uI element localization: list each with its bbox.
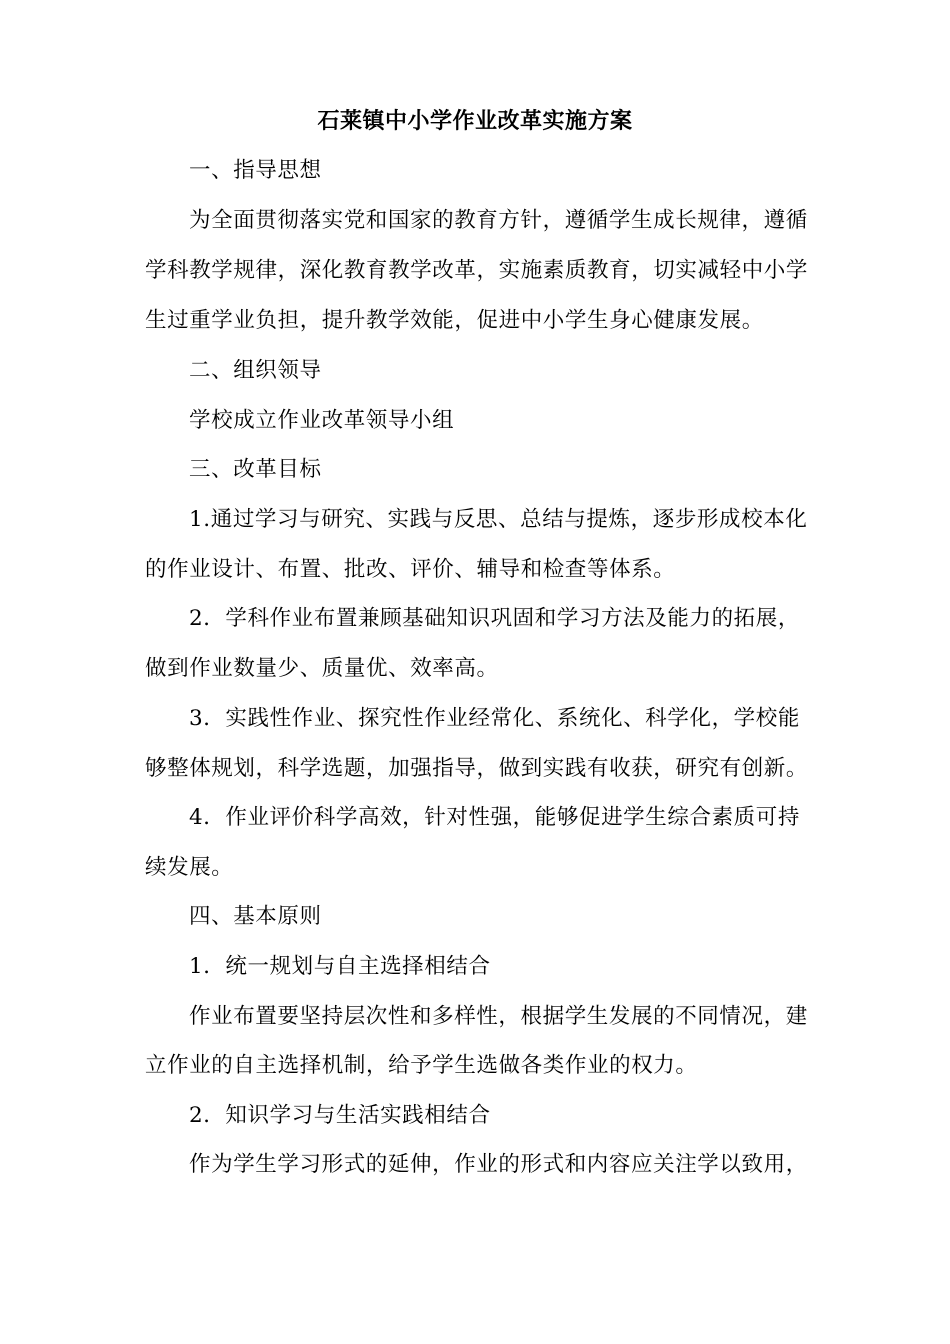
paragraph-line: 作为学生学习形式的延伸，作业的形式和内容应关注学以致用， (189, 1152, 808, 1177)
paragraph-line: 做到作业数量少、质量优、效率高。 (145, 656, 499, 681)
paragraph-line: 1.通过学习与研究、实践与反思、总结与提炼，逐步形成校本化 (189, 507, 808, 532)
paragraph-line: 续发展。 (145, 855, 234, 880)
paragraph-line: 4．作业评价科学高效，针对性强，能够促进学生综合素质可持 (189, 805, 800, 830)
paragraph-line: 作业布置要坚持层次性和多样性，根据学生发展的不同情况，建 (189, 1004, 808, 1029)
document-title: 石莱镇中小学作业改革实施方案 (317, 108, 633, 134)
heading-guiding-ideology: 一、指导思想 (189, 158, 322, 183)
paragraph-line: 学科教学规律，深化教育教学改革，实施素质教育，切实减轻中小学 (145, 258, 809, 283)
subheading-line: 1．统一规划与自主选择相结合 (189, 954, 491, 979)
paragraph-line: 生过重学业负担，提升教学效能，促进中小学生身心健康发展。 (145, 308, 764, 333)
heading-reform-goals: 三、改革目标 (189, 457, 322, 482)
heading-organization: 二、组织领导 (189, 358, 322, 383)
paragraph-line: 的作业设计、布置、批改、评价、辅导和检查等体系。 (145, 557, 676, 582)
paragraph-line: 学校成立作业改革领导小组 (189, 408, 455, 433)
paragraph-line: 立作业的自主选择机制，给予学生选做各类作业的权力。 (145, 1053, 698, 1078)
paragraph-line: 为全面贯彻落实党和国家的教育方针，遵循学生成长规律，遵循 (189, 208, 808, 233)
subheading-line: 2．知识学习与生活实践相结合 (189, 1103, 491, 1128)
paragraph-line: 够整体规划，科学选题，加强指导，做到实践有收获，研究有创新。 (145, 756, 809, 781)
paragraph-line: 2．学科作业布置兼顾基础知识巩固和学习方法及能力的拓展， (189, 606, 800, 631)
heading-basic-principles: 四、基本原则 (189, 904, 322, 929)
paragraph-line: 3．实践性作业、探究性作业经常化、系统化、科学化，学校能 (189, 706, 800, 731)
